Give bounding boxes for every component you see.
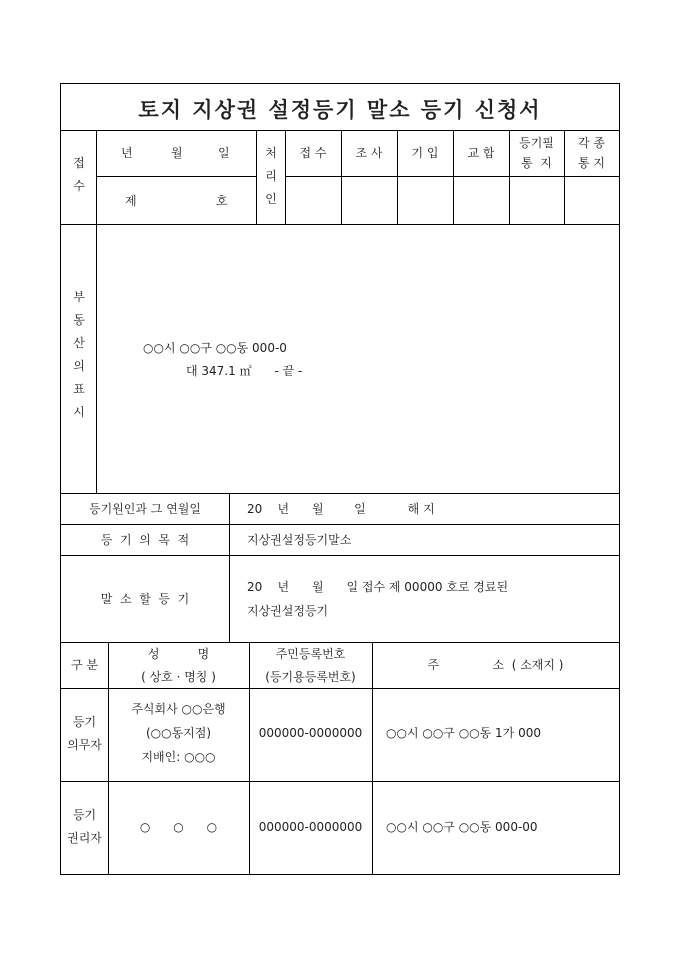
purpose-value: 지상권설정등기말소 — [247, 533, 352, 547]
property-area: 대 347.1 ㎡ - 끝 - — [186, 364, 303, 378]
receipt-label-divider — [96, 130, 97, 224]
step-inspection: 조 사 — [355, 146, 383, 160]
receipt-mid-line — [96, 176, 256, 177]
obligor-name-line2: (○○동지점) — [145, 726, 212, 740]
holder-id: 000000-0000000 — [258, 820, 363, 834]
party-name-header-line1: 성 명 — [147, 647, 210, 661]
party-id-header-line2: (등기용등록번호) — [265, 670, 356, 684]
obligor-label-line1: 등기 — [72, 715, 97, 729]
party-divider — [372, 642, 373, 874]
obligor-label-line2: 의무자 — [67, 738, 102, 752]
date-year-label: 년 — [121, 146, 133, 160]
step-collation: 교 합 — [467, 146, 495, 160]
obligor-name-line1: 주식회사 ○○은행 — [131, 702, 226, 716]
step-entry: 기 입 — [411, 146, 439, 160]
holder-address: ○○시 ○○구 ○○동 000-00 — [386, 820, 538, 834]
notice-various-line2: 통 지 — [578, 156, 605, 170]
purpose-label: 등 기 의 목 적 — [100, 533, 190, 547]
holder-label-line2: 권리자 — [67, 831, 102, 845]
cause-label: 등기원인과 그 연월일 — [89, 502, 201, 516]
property-label-divider — [96, 224, 97, 493]
title-divider — [61, 130, 619, 131]
holder-name: ○ ○ ○ — [139, 820, 218, 834]
obligor-address: ○○시 ○○구 ○○동 1가 000 — [386, 726, 541, 740]
purpose-bottom-line — [61, 555, 619, 556]
property-label: 부 동 산 의 표 시 — [73, 290, 85, 419]
date-month-label: 월 — [171, 146, 183, 160]
obligor-name-line3: 지배인: ○○○ — [141, 750, 216, 764]
party-header-line — [61, 688, 619, 689]
cause-value: 20 년 월 일 해 지 — [247, 502, 435, 516]
party-name-header-line2: ( 상호 · 명칭 ) — [141, 670, 216, 684]
cancel-value-line1: 20 년 월 일 접수 제 00000 호로 경료된 — [247, 580, 509, 594]
notice-completion-line1: 등기필 — [519, 136, 554, 150]
cause-bottom-line — [61, 524, 619, 525]
application-form — [60, 83, 620, 875]
receipt-mid-line-right — [285, 176, 619, 177]
notice-various-line1: 각 종 — [578, 136, 605, 150]
step-receipt: 접 수 — [299, 146, 327, 160]
info-label-divider — [229, 493, 230, 642]
form-title: 토지 지상권 설정등기 말소 등기 신청서 — [138, 97, 542, 122]
date-day-label: 일 — [218, 146, 230, 160]
holder-label-line1: 등기 — [72, 808, 97, 822]
process-label: 처 리 인 — [265, 146, 277, 206]
property-bottom-line — [61, 493, 619, 494]
party-id-header-line1: 주민등록번호 — [275, 647, 346, 661]
obligor-id: 000000-0000000 — [258, 726, 363, 740]
party-address-header: 주 소 ( 소재지 ) — [427, 658, 564, 672]
property-location: ○○시 ○○구 ○○동 000-0 — [143, 341, 287, 355]
party-kind-header: 구 분 — [71, 658, 98, 672]
obligor-bottom-line — [61, 781, 619, 782]
number-suffix-label: 호 — [216, 194, 228, 208]
cancel-bottom-line — [61, 642, 619, 643]
cancel-value-line2: 지상권설정등기 — [247, 604, 329, 618]
number-prefix-label: 제 — [125, 194, 137, 208]
receipt-label: 접 수 — [73, 156, 85, 193]
cancel-label: 말 소 할 등 기 — [100, 592, 190, 606]
receipt-bottom-line — [61, 224, 619, 225]
notice-completion-line2: 통 지 — [521, 156, 552, 170]
receipt-divider — [256, 130, 257, 224]
